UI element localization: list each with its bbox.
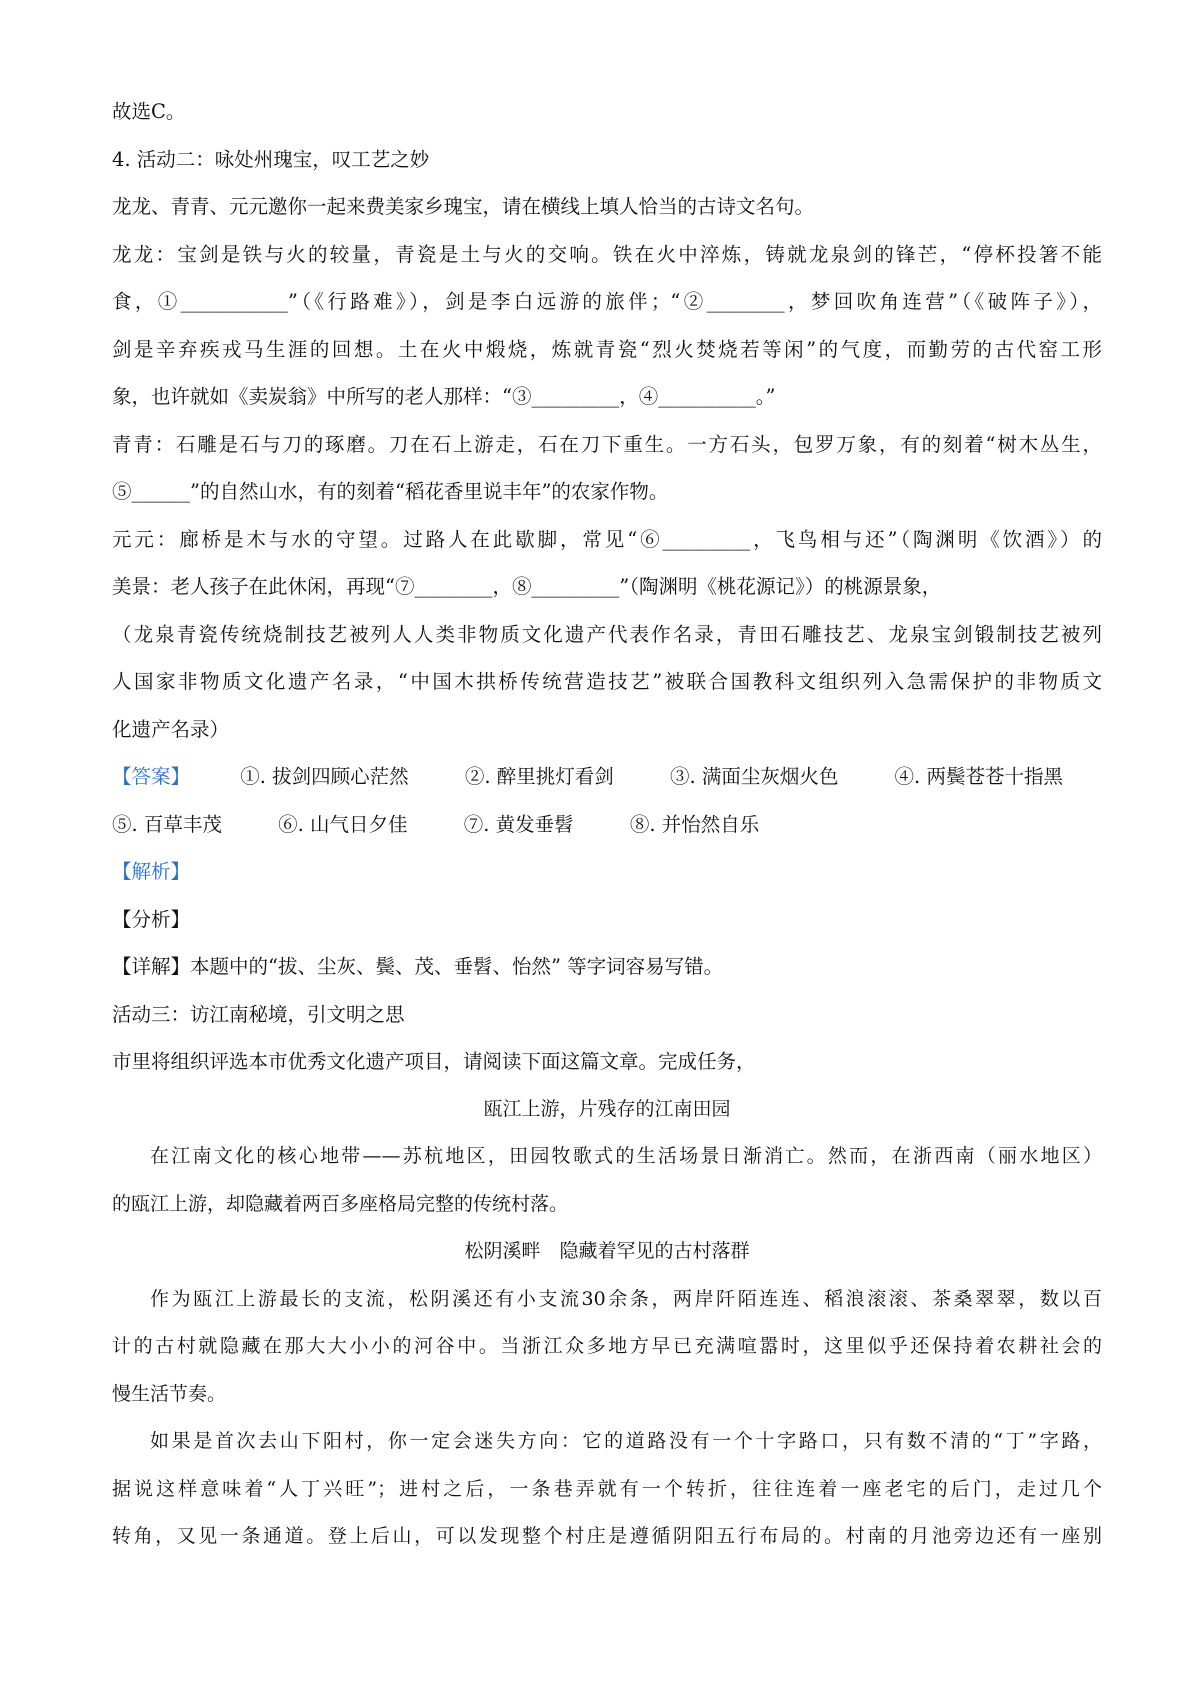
text-line: 元元：廊桥是木与水的守望。过路人在此歇脚，常见“⑥_________，飞鸟相与还”（陶渊明《饮酒》）的 bbox=[112, 527, 1102, 551]
detail-text: 【详解】本题中的“拔、尘灰、鬓、茂、垂髫、怡然” 等字词容易写错。 bbox=[112, 955, 724, 978]
text-line: 人国家非物质文化遗产名录，“中国木拱桥传统营造技艺”被联合国教科文组织列入急需保护的非物质文 bbox=[112, 670, 1102, 693]
text-line: ⑤______”的自然山水，有的刻着“稻花香里说丰年”的农家作物。 bbox=[112, 480, 669, 503]
answer-item: ④. 两鬓苍苍十指黑 bbox=[894, 765, 1063, 788]
article-line: 慢生活节奏。 bbox=[112, 1382, 227, 1405]
text-line: 化遗产名录） bbox=[112, 717, 230, 741]
text-line: 故选C。 bbox=[112, 100, 186, 123]
article bbox=[112, 1086, 1102, 1561]
answer-item: ⑧. 并怡然自乐 bbox=[629, 812, 760, 836]
page-content bbox=[112, 88, 1102, 1561]
answer-item: ③. 满面尘灰烟火色 bbox=[669, 765, 839, 788]
activity-intro: 市里将组织评选本市优秀文化遗产项目，请阅读下面这篇文章。完成任务， bbox=[112, 1050, 756, 1073]
text-line: 龙龙：宝剑是铁与火的较量，青瓷是土与火的交响。铁在火中淬炼，铸就龙泉剑的锋芒，“停杯投箸不能 bbox=[112, 242, 1102, 266]
fenxi-label: 【分析】 bbox=[112, 907, 191, 931]
answer-item: ①. 拔剑四顾心茫然 bbox=[240, 765, 409, 788]
article-line: 作为瓯江上游最长的支流，松阴溪还有小支流30余条，两岸阡陌连连、稻浪滚滚、茶桑翠翠，数以百 bbox=[150, 1287, 1102, 1310]
article-line: 如果是首次去山下阳村，你一定会迷失方向：它的道路没有一个十字路口，只有数不清的“丁”字路， bbox=[150, 1430, 1102, 1452]
text-line: 青青：石雕是石与刀的琢磨。刀在石上游走，石在刀下重生。一方石头，包罗万象，有的刻着“树木丛生， bbox=[112, 432, 1102, 456]
article-subtitle: 松阴溪畔 隐藏着罕见的古村落群 bbox=[464, 1240, 750, 1262]
answer-label: 【答案】 bbox=[112, 765, 191, 788]
text-line: 剑是辛弃疾戎马生涯的回想。土在火中煅烧，炼就青瓷“烈火焚烧若等闲”的气度，而勤劳的古代窑工形 bbox=[112, 337, 1102, 361]
article-line: 据说这样意味着“人丁兴旺”；进村之后，一条巷弄就有一个转折，往往连着一座老宅的后门，走过几个 bbox=[112, 1477, 1102, 1500]
answer-item: ⑥. 山气日夕佳 bbox=[278, 812, 408, 836]
text-line: 食，①___________”（《行路难》），剑是李白远游的旅伴；“②________，梦回吹角连营”（《破阵子》）， bbox=[112, 290, 1102, 313]
analysis-label: 【解析】 bbox=[112, 860, 191, 883]
text-line: （龙泉青瓷传统烧制技艺被列人人类非物质文化遗产代表作名录，青田石雕技艺、龙泉宝剑锻制技艺被列 bbox=[112, 622, 1102, 646]
answer-item: ⑤. 百草丰茂 bbox=[112, 812, 222, 836]
text-line: 象，也许就如《卖炭翁》中所写的老人那样：“③_________，④__________。” bbox=[112, 385, 776, 408]
text-line: 美景：老人孩子在此休闲，再现“⑦________，⑧_________”（陶渊明《桃花源记》）的桃源景象， bbox=[112, 575, 942, 598]
article-line: 计的古村就隐藏在那大大小小的河谷中。当浙江众多地方早已充满喧嚣时，这里似乎还保持着农耕社会的 bbox=[112, 1335, 1102, 1357]
article-line: 的瓯江上游，却隐藏着两百多座格局完整的传统村落。 bbox=[112, 1192, 569, 1215]
text-line: 龙龙、青青、元元邀你一起来费美家乡瑰宝，请在横线上填人恰当的古诗文名句。 bbox=[112, 195, 815, 218]
article-line: 转角，又见一条通道。登上后山，可以发现整个村庄是遵循阴阳五行布局的。村南的月池旁边还有一座别 bbox=[112, 1525, 1102, 1547]
article-title: 瓯江上游，片残存的江南田园 bbox=[483, 1097, 731, 1120]
answer-row bbox=[112, 753, 1102, 801]
activity-title: 活动三：访江南秘境，引文明之思 bbox=[112, 1002, 405, 1026]
article-line: 在江南文化的核心地带——苏杭地区，田园牧歌式的生活场景日渐消亡。然而，在浙西南（丽水地区） bbox=[150, 1145, 1102, 1167]
answer-row-2 bbox=[112, 801, 1102, 849]
answer-item: ⑦. 黄发垂髫 bbox=[463, 812, 574, 836]
answer-item: ②. 醉里挑灯看剑 bbox=[464, 765, 614, 788]
question-heading: 4. 活动二：咏处州瑰宝，叹工艺之妙 bbox=[112, 147, 430, 171]
